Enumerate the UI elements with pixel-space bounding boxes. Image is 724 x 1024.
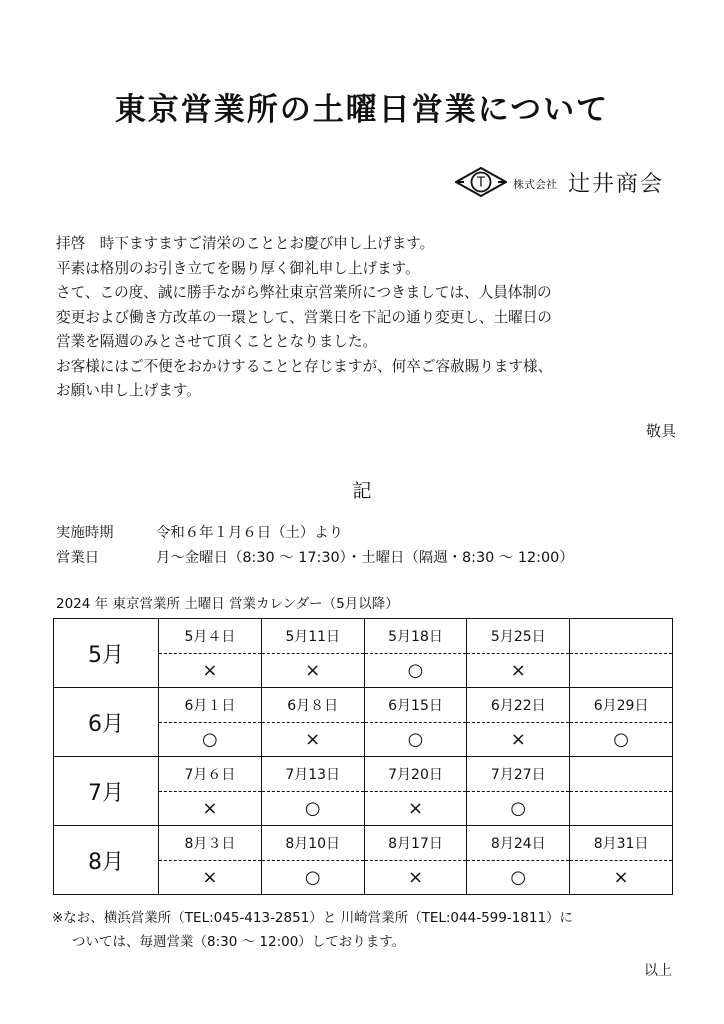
company-name: 辻井商会 bbox=[568, 172, 665, 197]
day-cell: 6月29日 bbox=[570, 688, 673, 723]
day-cell: 7月27日 bbox=[467, 757, 570, 792]
saturday-calendar-table bbox=[53, 618, 673, 895]
days-label: 営業日 bbox=[56, 550, 100, 566]
body-line: 拝啓 時下ますますご清栄のこととお慶び申し上げます。 bbox=[56, 235, 435, 252]
status-mark: ○ bbox=[570, 722, 673, 757]
status-mark: ○ bbox=[159, 722, 262, 757]
day-cell: 8月３日 bbox=[159, 826, 262, 861]
day-cell: 8月31日 bbox=[570, 826, 673, 861]
day-cell: 8月10日 bbox=[261, 826, 364, 861]
note-line: ついては、毎週営業（8:30 ～ 12:00）しております。 bbox=[72, 934, 406, 950]
status-mark: × bbox=[159, 791, 262, 826]
month-cell: 7月 bbox=[54, 757, 159, 826]
calendar-day-row bbox=[54, 619, 673, 654]
company-signature bbox=[455, 163, 695, 203]
note-line: ※なお、横浜営業所（TEL:045-413-2851）と 川崎営業所（TEL:044-599-1811）に bbox=[52, 910, 574, 926]
company-logo-icon bbox=[455, 167, 507, 197]
day-cell: 8月17日 bbox=[364, 826, 467, 861]
status-mark: × bbox=[261, 722, 364, 757]
day-cell: 6月８日 bbox=[261, 688, 364, 723]
body-line: 営業を隔週のみとさせて頂くこととなりました。 bbox=[56, 333, 378, 350]
status-mark: ○ bbox=[467, 860, 570, 895]
calendar-day-row bbox=[54, 688, 673, 723]
period-value: 令和６年１月６日（土）より bbox=[156, 525, 344, 541]
calendar-day-row bbox=[54, 757, 673, 792]
status-mark: × bbox=[159, 860, 262, 895]
status-mark: ○ bbox=[364, 722, 467, 757]
day-cell: 5月25日 bbox=[467, 619, 570, 654]
body-line: お客様にはご不便をおかけすることと存じますが、何卒ご容赦賜ります様、 bbox=[56, 357, 553, 375]
letter-body bbox=[56, 232, 696, 404]
body-line: さて、この度、誠に勝手ながら弊社東京営業所につきましては、人員体制の bbox=[56, 284, 552, 301]
status-mark: × bbox=[364, 860, 467, 895]
footnote bbox=[52, 906, 573, 954]
body-line: 平素は格別のお引き立てを賜り厚く御礼申し上げます。 bbox=[56, 259, 420, 277]
month-cell: 6月 bbox=[54, 688, 159, 757]
status-mark: × bbox=[570, 860, 673, 895]
day-cell: 5月11日 bbox=[261, 619, 364, 654]
status-mark: ○ bbox=[261, 860, 364, 895]
body-line: お願い申し上げます。 bbox=[56, 382, 201, 399]
status-mark: ○ bbox=[261, 791, 364, 826]
day-cell: 6月22日 bbox=[467, 688, 570, 723]
status-mark: × bbox=[467, 653, 570, 688]
day-cell: 8月24日 bbox=[467, 826, 570, 861]
ki-heading: 記 bbox=[352, 480, 372, 502]
calendar-title: 2024 年 東京営業所 土曜日 営業カレンダー（5月以降） bbox=[56, 596, 399, 612]
status-mark: × bbox=[364, 791, 467, 826]
body-line: 変更および働き方改革の一環として、営業日を下記の通り変更し、土曜日の bbox=[56, 308, 552, 326]
day-cell bbox=[570, 757, 673, 792]
closing-ijou: 以上 bbox=[644, 963, 672, 979]
days-value: 月～金曜日（8:30 ～ 17:30）・土曜日（隔週・8:30 ～ 12:00） bbox=[156, 550, 574, 566]
status-mark: × bbox=[467, 722, 570, 757]
status-mark: ○ bbox=[364, 653, 467, 688]
status-mark: × bbox=[261, 653, 364, 688]
day-cell bbox=[570, 619, 673, 654]
day-cell: 6月１日 bbox=[159, 688, 262, 723]
status-mark: ○ bbox=[467, 791, 570, 826]
day-cell: 7月６日 bbox=[159, 757, 262, 792]
company-kind: 株式会社 bbox=[513, 178, 557, 191]
month-cell: 5月 bbox=[54, 619, 159, 688]
closing-keigu: 敬具 bbox=[645, 422, 676, 440]
svg-text:T: T bbox=[477, 175, 485, 191]
day-cell: 5月４日 bbox=[159, 619, 262, 654]
status-mark: × bbox=[159, 653, 262, 688]
period-label: 実施時期 bbox=[56, 525, 114, 541]
day-cell: 5月18日 bbox=[364, 619, 467, 654]
day-cell: 6月15日 bbox=[364, 688, 467, 723]
status-mark bbox=[570, 653, 673, 688]
calendar-day-row bbox=[54, 826, 673, 861]
day-cell: 7月20日 bbox=[364, 757, 467, 792]
status-mark bbox=[570, 791, 673, 826]
month-cell: 8月 bbox=[54, 826, 159, 895]
page-title: 東京営業所の土曜日営業について bbox=[114, 92, 610, 128]
day-cell: 7月13日 bbox=[261, 757, 364, 792]
